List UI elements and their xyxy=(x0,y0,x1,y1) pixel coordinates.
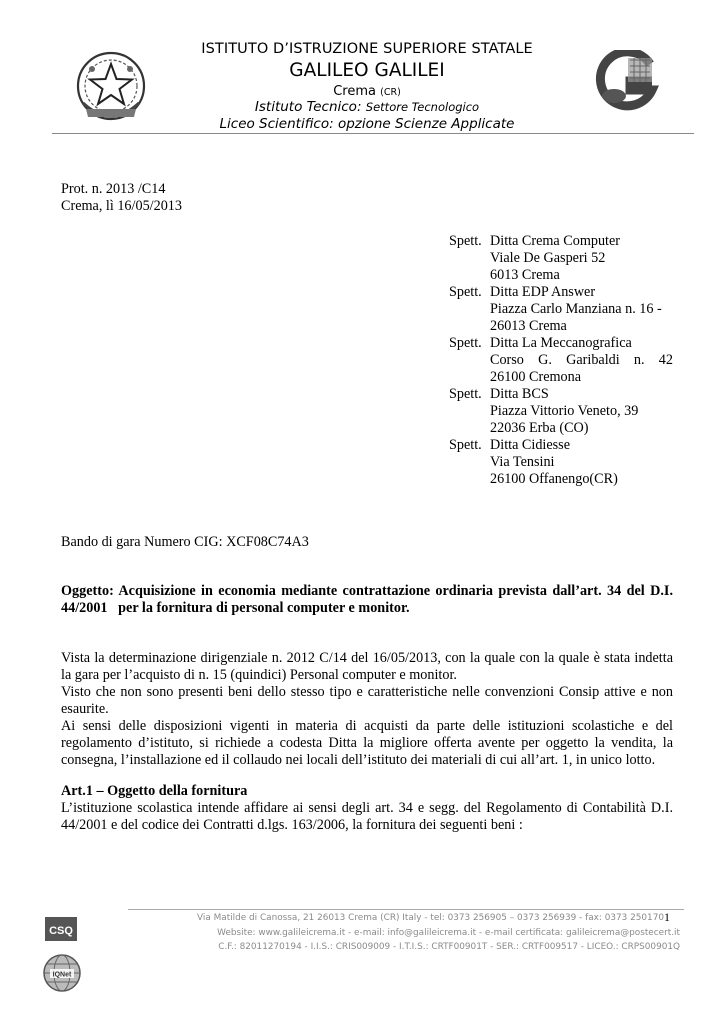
technical-sector: Settore Tecnologico xyxy=(365,100,480,114)
school-name: GALILEO GALILEI xyxy=(289,60,445,81)
protocol-number: Prot. n. 2013 /C14 xyxy=(61,181,166,197)
recipient-line: 26100 Offanengo(CR) xyxy=(490,471,618,487)
subject-block xyxy=(61,583,673,617)
recipient-line: Viale De Gasperi 52 xyxy=(490,250,606,266)
header-divider xyxy=(52,133,694,134)
body-paragraph: Vista la determinazione dirigenziale n. 2012 C/14 del 16/05/2013, con la quale con la quale è stata indetta la gara per l’acquisto di n. 15 (quindici) Personal computer e monitor. xyxy=(61,650,673,683)
article-title: Art.1 – Oggetto della fornitura xyxy=(61,783,248,799)
footer-web-email: Website: www.galileicrema.it - e-mail: info@galileicrema.it - e-mail certificata: galileicrema@postecert.it xyxy=(217,928,680,938)
place-date: Crema, lì 16/05/2013 xyxy=(61,198,182,214)
tender-number: Bando di gara Numero CIG: XCF08C74A3 xyxy=(61,534,309,550)
iqnet-certification-logo xyxy=(42,953,82,993)
recipient-line: Ditta Cidiesse xyxy=(490,437,570,453)
recipient-line: Corso G. Garibaldi n. 42 xyxy=(490,352,673,368)
recipient-item xyxy=(449,284,673,335)
article-1 xyxy=(61,783,673,834)
italian-republic-emblem xyxy=(68,45,154,131)
school-logo xyxy=(594,50,660,116)
recipient-prefix: Spett. xyxy=(449,386,482,402)
letter-body xyxy=(61,650,673,769)
recipient-line: 6013 Crema xyxy=(490,267,560,283)
recipient-line: Ditta Crema Computer xyxy=(490,233,621,249)
recipient-line: 26100 Cremona xyxy=(490,369,582,385)
city-name: Crema xyxy=(333,84,376,99)
csq-certification-logo xyxy=(44,913,78,947)
recipient-line: Ditta BCS xyxy=(490,386,549,402)
subject-line: 44/2001 per la fornitura di personal computer e monitor. xyxy=(61,600,410,616)
recipient-line: 26013 Crema xyxy=(490,318,567,334)
svg-text:IQNet: IQNet xyxy=(52,971,72,979)
recipient-item xyxy=(449,437,673,488)
recipient-prefix: Spett. xyxy=(449,233,482,249)
city-province: (CR) xyxy=(380,87,401,98)
recipient-prefix: Spett. xyxy=(449,437,482,453)
body-paragraph: Visto che non sono presenti beni dello stesso tipo e caratteristiche nelle convenzioni Consip attive e non esaurite. xyxy=(61,684,673,717)
technical-prefix: Istituto Tecnico: xyxy=(254,99,362,115)
recipient-line: Piazza Vittorio Veneto, 39 xyxy=(490,403,639,419)
recipient-item xyxy=(449,386,673,437)
recipient-line: 22036 Erba (CO) xyxy=(490,420,589,436)
footer-codes: C.F.: 82011270194 - I.I.S.: CRIS009009 - I.T.I.S.: CRTF00901T - SER.: CRTF009517 - LICEO.: CRPS00901Q xyxy=(218,942,680,952)
recipient-line: Ditta La Meccanografica xyxy=(490,335,632,351)
liceo-line: Liceo Scientifico: opzione Scienze Applicate xyxy=(219,116,515,132)
recipient-line: Ditta EDP Answer xyxy=(490,284,596,300)
footer-address: Via Matilde di Canossa, 21 26013 Crema (CR) Italy - tel: 0373 256905 – 0373 256939 - fax: 0373 250170 xyxy=(197,913,664,923)
recipients-list xyxy=(449,233,673,488)
recipient-line: Piazza Carlo Manziana n. 16 - xyxy=(490,301,662,317)
svg-text:CSQ: CSQ xyxy=(49,925,73,937)
body-paragraph: Ai sensi delle disposizioni vigenti in materia di acquisti da parte delle istituzioni scolastiche e del regolamento d’istituto, si richiede a codesta Ditta la migliore offerta avente per oggetto la vendita, la consegna, l’installazione ed il collaudo nei locali dell’istituto dei materiali di cui all’art. 1, in unico lotto. xyxy=(61,718,673,768)
school-city xyxy=(160,84,574,99)
page-number: 1 xyxy=(664,910,670,924)
recipient-prefix: Spett. xyxy=(449,284,482,300)
technical-institute-line xyxy=(160,99,574,115)
protocol-block xyxy=(61,181,182,215)
footer-divider xyxy=(128,909,684,910)
article-text: L’istituzione scolastica intende affidare ai sensi degli art. 34 e segg. del Regolamento di Contabilità D.I. 44/2001 e del codice dei Contratti d.lgs. 163/2006, la fornitura dei seguenti beni : xyxy=(61,800,673,833)
recipient-line: Via Tensini xyxy=(490,454,555,470)
recipient-item xyxy=(449,233,673,284)
recipient-item xyxy=(449,335,673,386)
institute-type: ISTITUTO D’ISTRUZIONE SUPERIORE STATALE xyxy=(201,41,533,57)
recipient-prefix: Spett. xyxy=(449,335,482,351)
subject-line: Oggetto: Acquisizione in economia mediante contrattazione ordinaria prevista dall’art. 34 del D.I. xyxy=(61,583,673,599)
